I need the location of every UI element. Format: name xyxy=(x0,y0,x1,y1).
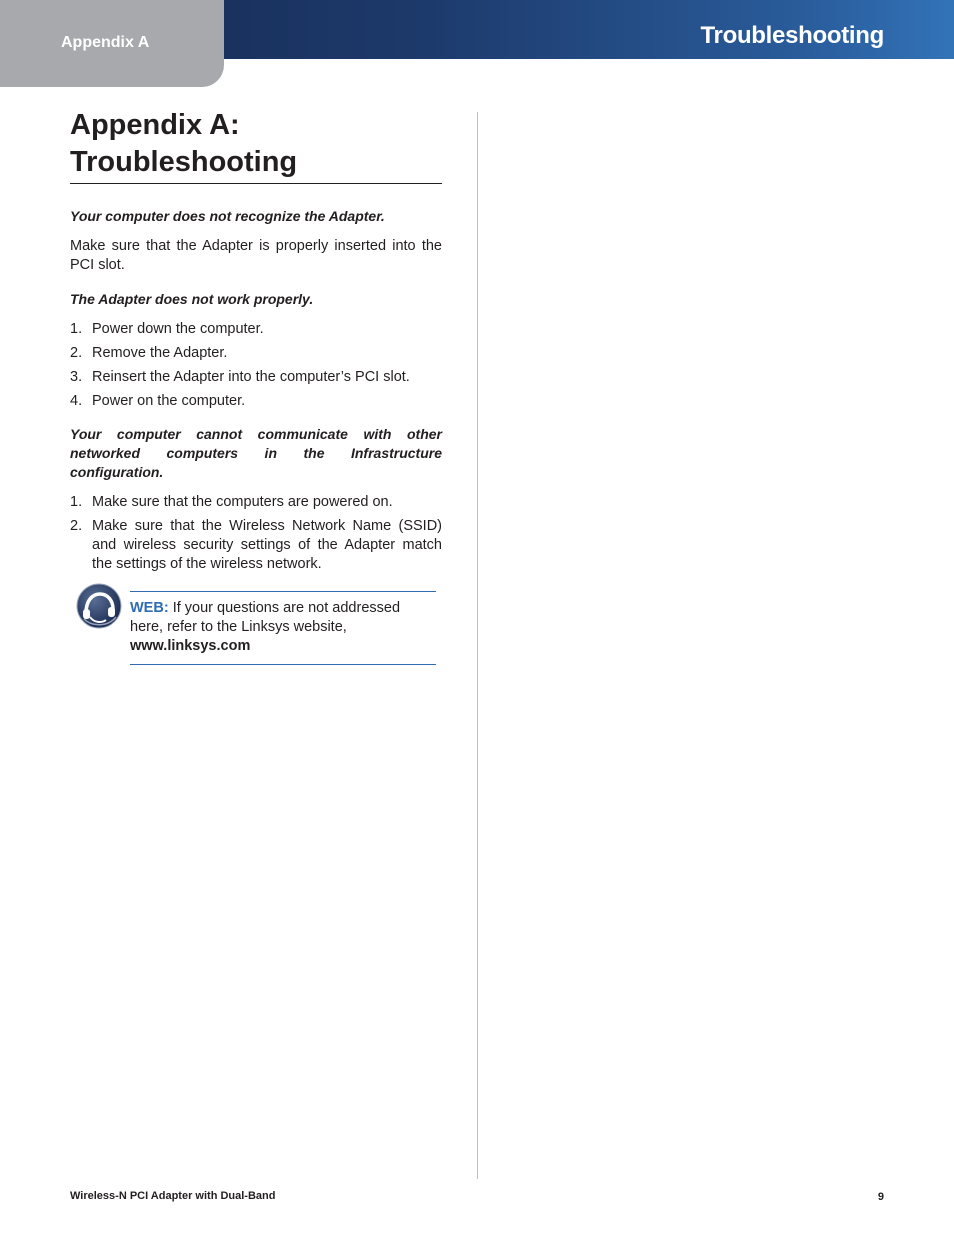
web-globe-icon xyxy=(76,583,122,629)
column-divider xyxy=(477,112,478,1179)
title-rule xyxy=(70,183,442,184)
page-title-line2: Troubleshooting xyxy=(70,146,298,178)
list-item: 4. Power on the computer. xyxy=(70,393,246,409)
linksys-website-link[interactable]: www.linksys.com xyxy=(130,638,251,654)
web-note xyxy=(76,583,442,653)
footer-page-number: 9 xyxy=(877,1191,884,1203)
steps-list-not-working xyxy=(70,320,442,411)
section-heading-not-working: The Adapter does not work properly. xyxy=(70,291,314,307)
web-note-box xyxy=(130,591,436,665)
header-title: Troubleshooting xyxy=(700,22,884,49)
list-item: 2. Remove the Adapter. xyxy=(70,345,228,361)
section-heading-communicate: Your computer cannot communicate with other networked computers in the Infrastructure configuration. xyxy=(70,426,442,480)
section-tab xyxy=(0,0,224,87)
main-column xyxy=(70,107,442,574)
web-note-text: If your questions are not addressed here, refer to the Linksys website, xyxy=(130,600,401,635)
list-item: 3. Reinsert the Adapter into the computer’s PCI slot. xyxy=(70,369,410,385)
footer-product-name: Wireless-N PCI Adapter with Dual-Band xyxy=(70,1190,276,1202)
web-note-label: WEB: xyxy=(130,600,169,616)
list-item: 1. Power down the computer. xyxy=(70,321,264,337)
list-item: 1. Make sure that the computers are powered on. xyxy=(70,494,393,510)
section-body-recognize: Make sure that the Adapter is properly inserted into the PCI slot. xyxy=(70,238,442,273)
page-title-line1: Appendix A: xyxy=(70,109,240,141)
page-title xyxy=(70,107,442,181)
section-heading-recognize: Your computer does not recognize the Adapter. xyxy=(70,208,385,224)
steps-list-communicate xyxy=(70,493,442,574)
list-item: 2. Make sure that the Wireless Network Name (SSID) and wireless security settings of the Adapter match the settings of the wireless network. xyxy=(70,518,442,572)
section-tab-label: Appendix A xyxy=(61,34,150,51)
